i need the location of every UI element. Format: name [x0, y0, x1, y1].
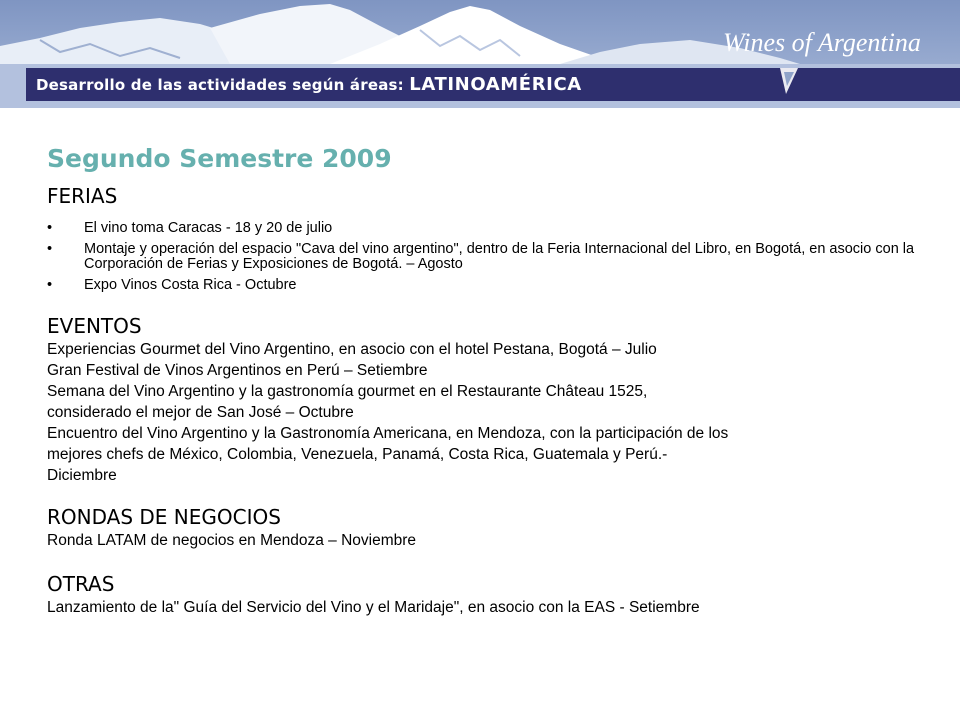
logo-text: Wines of Argentina — [723, 28, 921, 57]
eventos-heading: EVENTOS — [47, 314, 142, 338]
bullet-icon: • — [47, 241, 53, 257]
ferias-list — [47, 221, 927, 293]
list-item — [47, 242, 927, 272]
rondas-list — [47, 530, 927, 551]
list-item: Ronda LATAM de negocios en Mendoza – Noviembre — [47, 532, 417, 549]
list-item: considerado el mejor de San José – Octubre — [47, 404, 354, 421]
page-title: Segundo Semestre 2009 — [47, 144, 392, 173]
list-item: mejores chefs de México, Colombia, Venezuela, Panamá, Costa Rica, Guatemala y Perú.- — [47, 446, 668, 463]
list-item-text: Expo Vinos Costa Rica - Octubre — [84, 277, 297, 293]
list-item: Encuentro del Vino Argentino y la Gastronomía Americana, en Mendoza, con la participación de los — [47, 425, 729, 442]
list-item — [47, 278, 927, 293]
eventos-list — [47, 339, 927, 486]
section-region: LATINOAMÉRICA — [409, 74, 582, 95]
list-item-text: Montaje y operación del espacio "Cava del vino argentino", dentro de la Feria Internacional del Libro, en Bogotá, en asocio con la Corporación de Ferias y Exposiciones de Bogotá. – Agosto — [84, 241, 915, 272]
header-banner — [0, 0, 960, 108]
list-item — [47, 221, 927, 236]
list-item-text: El vino toma Caracas - 18 y 20 de julio — [84, 220, 333, 236]
otras-list — [47, 597, 927, 618]
logo-mark-icon — [778, 66, 800, 96]
bullet-icon: • — [47, 277, 53, 293]
bullet-icon: • — [47, 220, 53, 236]
section-banner — [26, 68, 960, 101]
list-item: Lanzamiento de la" Guía del Servicio del Vino y el Maridaje", en asocio con la EAS - Setiembre — [47, 599, 700, 616]
section-title — [36, 74, 582, 95]
ferias-heading: FERIAS — [47, 184, 118, 208]
main-content — [47, 143, 927, 618]
rondas-heading: RONDAS DE NEGOCIOS — [47, 505, 281, 529]
list-item: Semana del Vino Argentino y la gastronomía gourmet en el Restaurante Château 1525, — [47, 383, 648, 400]
list-item: Diciembre — [47, 467, 117, 484]
otras-heading: OTRAS — [47, 572, 115, 596]
list-item: Gran Festival de Vinos Argentinos en Perú – Setiembre — [47, 362, 428, 379]
list-item: Experiencias Gourmet del Vino Argentino, en asocio con el hotel Pestana, Bogotá – Julio — [47, 341, 657, 358]
section-label: Desarrollo de las actividades según áreas: — [36, 76, 404, 94]
